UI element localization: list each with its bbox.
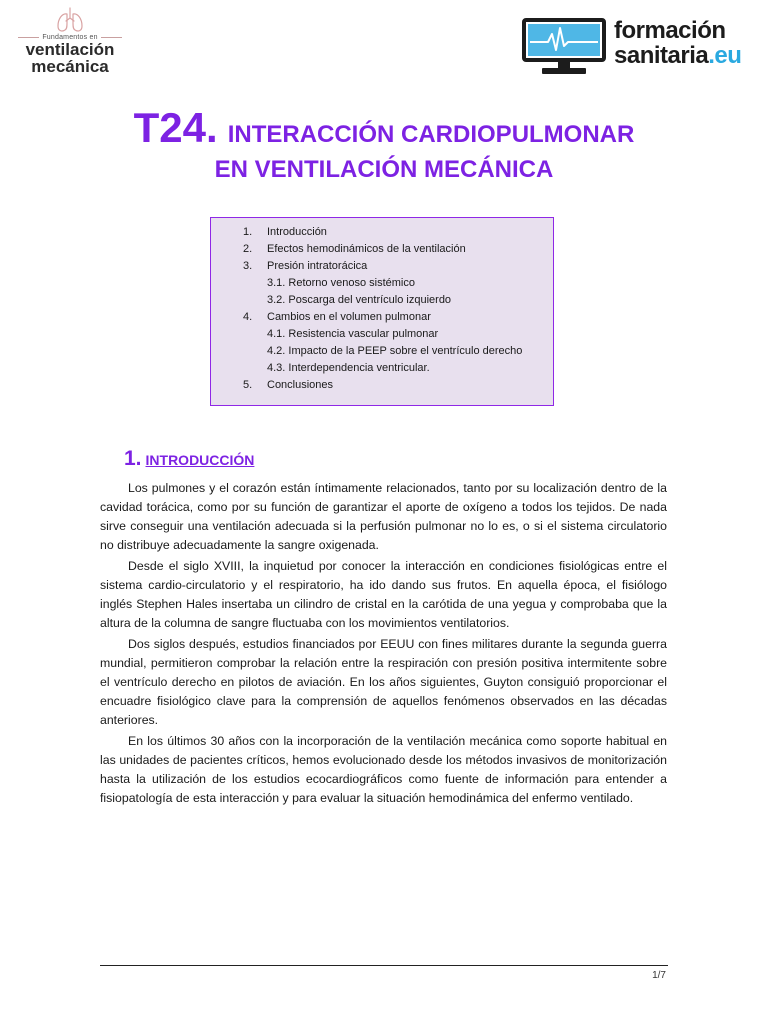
toc-item-label: Introducción (267, 226, 327, 238)
document-title (0, 104, 768, 152)
brand-suffix: .eu (708, 42, 742, 69)
brand-line-1: formación (614, 17, 726, 44)
toc-item-number: 5. (243, 379, 253, 391)
title-line-1: INTERACCIÓN CARDIOPULMONAR (227, 121, 635, 148)
section-number: 1. (124, 447, 142, 470)
title-number: T24. (133, 104, 218, 151)
toc-item (211, 309, 553, 326)
toc-item-label: 3.2. Poscarga del ventrículo izquierdo (267, 294, 452, 306)
logo-line-1: ventilación (25, 40, 115, 59)
title-line-2: EN VENTILACIÓN MECÁNICA (214, 156, 554, 183)
toc-item-number: 1. (243, 226, 253, 238)
toc-item-label: 4.1. Resistencia vascular pulmonar (267, 328, 439, 340)
paragraph: Dos siglos después, estudios financiados por EEUU con fines militares durante la segunda guerra mundial, permitieron comprobar la relación entre la respiración con presión positiva intermitente sobre el ventrículo derecho en pilotos de aviación. En los años siguientes, Guyton consiguió proporcionar el encuadre fisiológico clave para la comprensión de aquellos fenómenos observados en las décadas anteriores. (100, 637, 667, 727)
footer-rule (100, 965, 668, 966)
toc-item (211, 377, 553, 394)
toc-item-number: 3. (243, 260, 253, 272)
page-number: 1/7 (652, 970, 666, 981)
toc-item (211, 292, 553, 309)
table-of-contents (210, 217, 554, 406)
toc-item (211, 258, 553, 275)
toc-item-number: 4. (243, 311, 253, 323)
body-text (100, 479, 667, 808)
section-label: INTRODUCCIÓN (145, 452, 255, 468)
logo-small-text: Fundamentos en (42, 34, 98, 41)
toc-item-label: Cambios en el volumen pulmonar (267, 311, 431, 323)
formacion-sanitaria-logo (522, 18, 752, 78)
toc-item (211, 241, 553, 258)
paragraph: Los pulmones y el corazón están íntimamente relacionados, tanto por su localización dentro de la cavidad torácica, como por su función de garantizar el aporte de oxígeno a todos los tejidos. De nada sirve conseguir una ventilación adecuada si la perfusión pulmonar no lo es, o si el sistema circulatorio no distribuye adecuadamente la sangre oxigenada. (100, 481, 667, 552)
fundamentos-logo (18, 6, 122, 75)
paragraph: Desde el siglo XVIII, la inquietud por conocer la interacción en condiciones fisiológicas entre el sistema cardio-circulatorio y el respiratorio, ha ido dando sus frutos. En aquella época, el fisiólogo inglés Stephen Hales insertaba un cilindro de cristal en la carótida de una yegua y comprobaba que la altura de la columna de sangre fluctuaba con los movimientos ventilatorios. (100, 559, 667, 630)
toc-item (211, 343, 553, 360)
toc-item-label: Presión intratorácica (267, 260, 368, 272)
toc-item (211, 275, 553, 292)
brand-line-2: sanitaria (614, 42, 709, 69)
paragraph: En los últimos 30 años con la incorporación de la ventilación mecánica como soporte habitual en las unidades de pacientes críticos, hemos evolucionado desde los métodos invasivos de monitorización hasta la utilización de los estudios ecocardiográficos como fuente de información para entender a fisiopatología de esta interacción y para evaluar la situación hemodinámica del enfermo ventilado. (100, 734, 667, 805)
toc-item-number: 2. (243, 243, 253, 255)
toc-item (211, 326, 553, 343)
toc-item-label: Efectos hemodinámicos de la ventilación (267, 243, 466, 255)
section-heading (124, 447, 254, 471)
toc-item-label: 3.1. Retorno venoso sistémico (267, 277, 415, 289)
toc-item (211, 224, 553, 241)
lungs-icon (55, 6, 85, 34)
logo-line-2: mecánica (31, 57, 109, 76)
toc-item-label: Conclusiones (267, 379, 334, 391)
toc-item-label: 4.2. Impacto de la PEEP sobre el ventrículo derecho (267, 345, 523, 357)
monitor-ecg-icon (522, 18, 606, 76)
toc-item (211, 360, 553, 377)
toc-item-label: 4.3. Interdependencia ventricular. (267, 362, 430, 374)
